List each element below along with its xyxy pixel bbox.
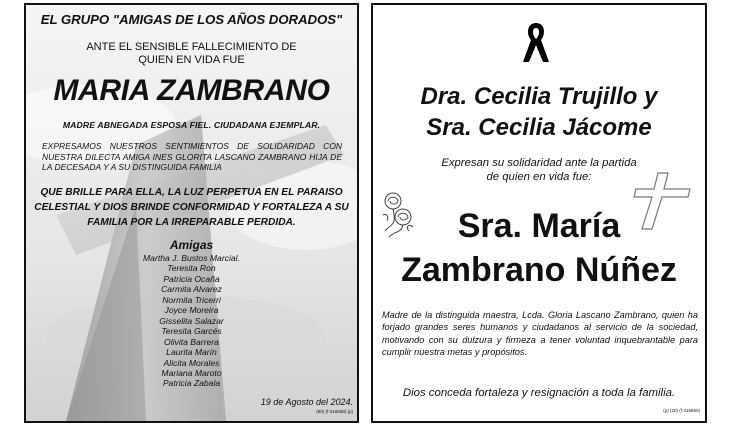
deceased-line-2: Zambrano Núñez bbox=[401, 251, 677, 289]
signer-name: Patricia Ocaña bbox=[163, 273, 220, 284]
condolence-paragraph: EXPRESAMOS NUESTROS SENTIMIENTOS DE SOLIDARIDAD CON NUESTRA DILECTA AMIGA INES GLORITA LASCANO ZAMBRANO HIJA DE LA DECESADA Y A SU DISTINGUIDA FAMILIA bbox=[42, 141, 342, 172]
signer-name: Olivita Barrera bbox=[164, 336, 219, 347]
sender-names bbox=[373, 81, 705, 143]
publication-code: (p) (20) (f-316660) bbox=[663, 408, 700, 413]
deceased-line-1: Sra. María bbox=[457, 207, 621, 245]
group-title: EL GRUPO "AMIGAS DE LOS AÑOS DORADOS" bbox=[40, 12, 343, 27]
mourning-ribbon-icon bbox=[521, 20, 551, 64]
intro-line-2: QUIEN EN VIDA FUE bbox=[138, 54, 245, 66]
signers-heading: Amigas bbox=[169, 238, 214, 252]
sender-line-1: Dra. Cecilia Trujillo y bbox=[420, 83, 658, 110]
solidarity-line-1: Expresan su solidaridad ante la partida bbox=[441, 157, 637, 169]
signer-name: Alicita Morales bbox=[163, 357, 220, 368]
signer-name: Patricia Zabala bbox=[162, 378, 221, 389]
signer-name: Martha J. Bustos Marcial. bbox=[143, 253, 240, 263]
signer-name: Laurita Marín bbox=[166, 347, 217, 358]
signer-name: Teresita Ron bbox=[167, 263, 216, 274]
sender-line-2: Sra. Cecilia Jácome bbox=[426, 114, 652, 141]
notice-date: 19 de Agosto del 2024. bbox=[260, 397, 353, 407]
obituary-notice-amigas bbox=[24, 3, 359, 423]
publication-code: (80) (f-316659) (p) bbox=[316, 409, 353, 414]
intro-text bbox=[26, 41, 357, 67]
deceased-description: MADRE ABNEGADA ESPOSA FIEL. CIUDADANA EJEMPLAR. bbox=[62, 120, 321, 130]
tribute-paragraph: Madre de la distinguida maestra, Lcda. Gloria Lascano Zambrano, quien ha forjado grandes seres humanos y ciudadanos al servicio de la sociedad, motivando con su dulzura y firmeza a tener voluntad inquebrantable para cumplir nuestra metas y propósitos. bbox=[382, 310, 698, 357]
intro-line-1: ANTE EL SENSIBLE FALLECIMIENTO DE bbox=[86, 41, 297, 53]
signer-name: Teresita Garcés bbox=[161, 326, 222, 337]
prayer-paragraph: QUE BRILLE PARA ELLA, LA LUZ PERPETUA EN EL PARAISO CELESTIAL Y DIOS BRINDE CONFORMIDAD Y FORTALEZA A SU FAMILIA POR LA IRREPARABLE PERDIDA. bbox=[34, 187, 349, 228]
signer-name: Gisselita Salazar bbox=[159, 315, 224, 326]
signer-name: Carmita Alvarez bbox=[161, 284, 222, 295]
signer-name: Normita Tricerri bbox=[162, 294, 221, 305]
solidarity-line-2: de quien en vida fue: bbox=[486, 171, 592, 183]
signer-name: Mariana Maroto bbox=[161, 367, 222, 378]
signers-list bbox=[26, 253, 357, 389]
obituary-notice-trujillo-jacome bbox=[371, 3, 707, 423]
blessing-text: Dios conceda fortaleza y resignación a toda la familia. bbox=[402, 387, 676, 399]
deceased-name: MARIA ZAMBRANO bbox=[53, 74, 330, 107]
deceased-name bbox=[373, 204, 705, 292]
signer-name: Joyce Moreira bbox=[164, 305, 219, 316]
